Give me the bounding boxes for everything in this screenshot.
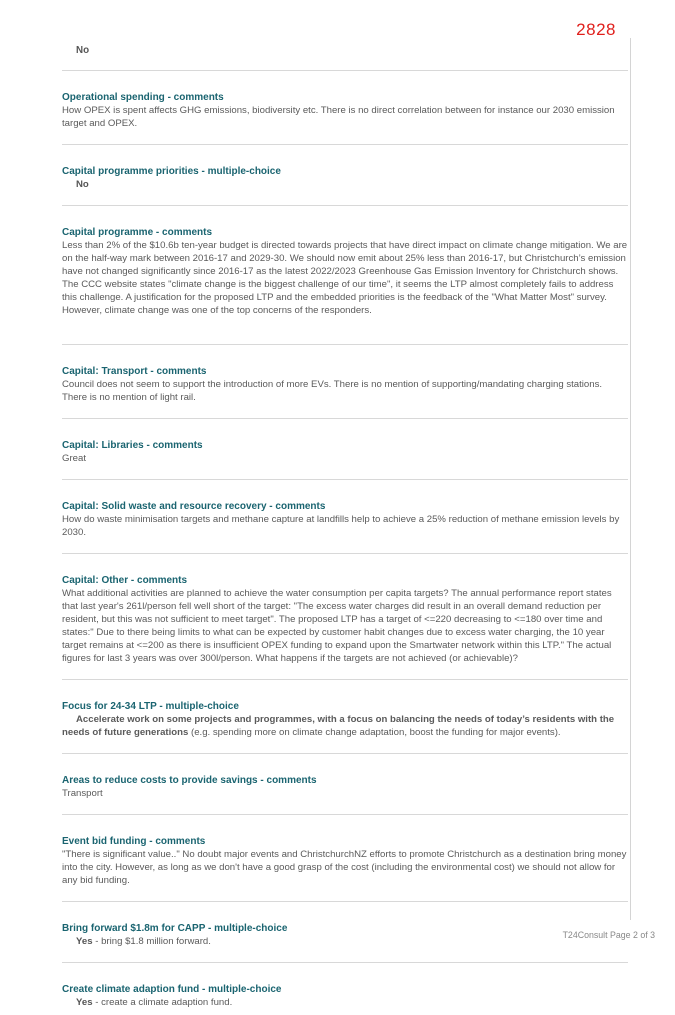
answer-choice: No — [76, 179, 89, 190]
section-bring-forward-capp — [62, 901, 628, 954]
section-comment: Transport — [62, 788, 103, 799]
section-comment: Less than 2% of the $10.6b ten-year budget is directed towards projects that have direct impact on climate change mitigation. We are on the half-way mark between 2016-17 and 2029-30. We should now emit about 25% less than 2016-17, but Christchurch’s emission have not changed significantly since 2016-17 as the latest 2022/2023 Greenhouse Gas Emission Inventory for Christchurch shows. The CCC website states "climate change is the biggest challenge of our time", it seems the LTP almost completely fails to address this challenge. A justification for the proposed LTP and the embedded priorities is the feedback of the "What Matter Most" survey. However, climate change was one of the top concerns of the responders. — [62, 240, 628, 316]
section-title: Capital programme - comments — [62, 227, 213, 238]
section-capital-transport — [62, 344, 628, 410]
section-title: Create climate adaption fund - multiple-choice — [62, 984, 282, 995]
section-comment: What additional activities are planned to achieve the water consumption per capita targets? The annual performance report states that last year's 261l/person fell well short of the target: "The excess water charges did result in an overall demand reduction per resident, but this was not sufficient to meet target". The proposed LTP has a target of <=220 decreasing to <=180 over time and states:" Due to there being limits to what can be expected by customer habit changes due to excess water charging, the 10 year target remains at <=200 as there is insufficient OPEX funding to expand upon the Smartwater network within this LTP." The actual figures for last 3 years was over 300l/person. What happens if the targets are not achieved (or achievable)? — [62, 588, 612, 664]
section-title: Areas to reduce costs to provide savings - comments — [62, 775, 317, 786]
section-title: Operational spending - comments — [62, 92, 224, 103]
section-climate-adaption-fund — [62, 962, 628, 1015]
previous-answer: No — [76, 45, 90, 56]
section-answer — [62, 935, 628, 948]
section-answer — [62, 996, 628, 1009]
answer-detail: (e.g. spending more on climate change adaptation, boost the funding for major events). — [188, 727, 561, 738]
answer-choice: Accelerate work on some projects and programmes, with a focus on balancing the needs of today’s residents with the needs of future generations — [62, 714, 615, 738]
section-title: Capital: Other - comments — [62, 575, 188, 586]
section-capital-solid-waste — [62, 479, 628, 545]
section-comment: How OPEX is spent affects GHG emissions, biodiversity etc. There is no direct correlation between for instance our 2030 emission target and OPEX. — [62, 105, 615, 129]
page-footer: T24Consult Page 2 of 3 — [562, 930, 655, 940]
answer-choice: Yes — [76, 936, 93, 947]
section-reduce-costs — [62, 753, 628, 806]
section-answer — [62, 178, 628, 191]
section-event-bid-funding — [62, 814, 628, 893]
section-title: Bring forward $1.8m for CAPP - multiple-choice — [62, 923, 288, 934]
section-title: Focus for 24-34 LTP - multiple-choice — [62, 701, 239, 712]
section-operational-spending — [62, 70, 628, 136]
section-comment: "There is significant value.." No doubt major events and ChristchurchNZ efforts to promote Christchurch as a destination bring money into the city. However, as long as we don't have a good grasp of the cost (including the environmental cost) we should not allow for any bid funding. — [62, 849, 627, 886]
section-title: Capital: Solid waste and resource recovery - comments — [62, 501, 326, 512]
section-comment: Great — [62, 453, 86, 464]
section-title: Capital: Libraries - comments — [62, 440, 203, 451]
section-title: Capital programme priorities - multiple-choice — [62, 166, 281, 177]
section-answer — [62, 713, 628, 739]
section-title: Capital: Transport - comments — [62, 366, 207, 377]
page-number: 2828 — [576, 20, 616, 39]
section-comment: How do waste minimisation targets and methane capture at landfills help to achieve a 25% reduction of methane emission levels by 2030. — [62, 514, 620, 538]
section-focus-ltp — [62, 679, 628, 745]
section-capital-libraries — [62, 418, 628, 471]
answer-detail: - create a climate adaption fund. — [92, 997, 233, 1008]
right-margin-rule — [630, 38, 631, 920]
section-title: Event bid funding - comments — [62, 836, 206, 847]
answer-choice: Yes — [76, 997, 93, 1008]
section-comment: Council does not seem to support the introduction of more EVs. There is no mention of supporting/mandating charging stations. There is no mention of light rail. — [62, 379, 603, 403]
section-capital-programme — [62, 205, 628, 336]
survey-responses — [62, 44, 628, 1015]
answer-detail: - bring $1.8 million forward. — [92, 936, 211, 947]
section-capital-priorities — [62, 144, 628, 197]
section-capital-other — [62, 553, 628, 671]
